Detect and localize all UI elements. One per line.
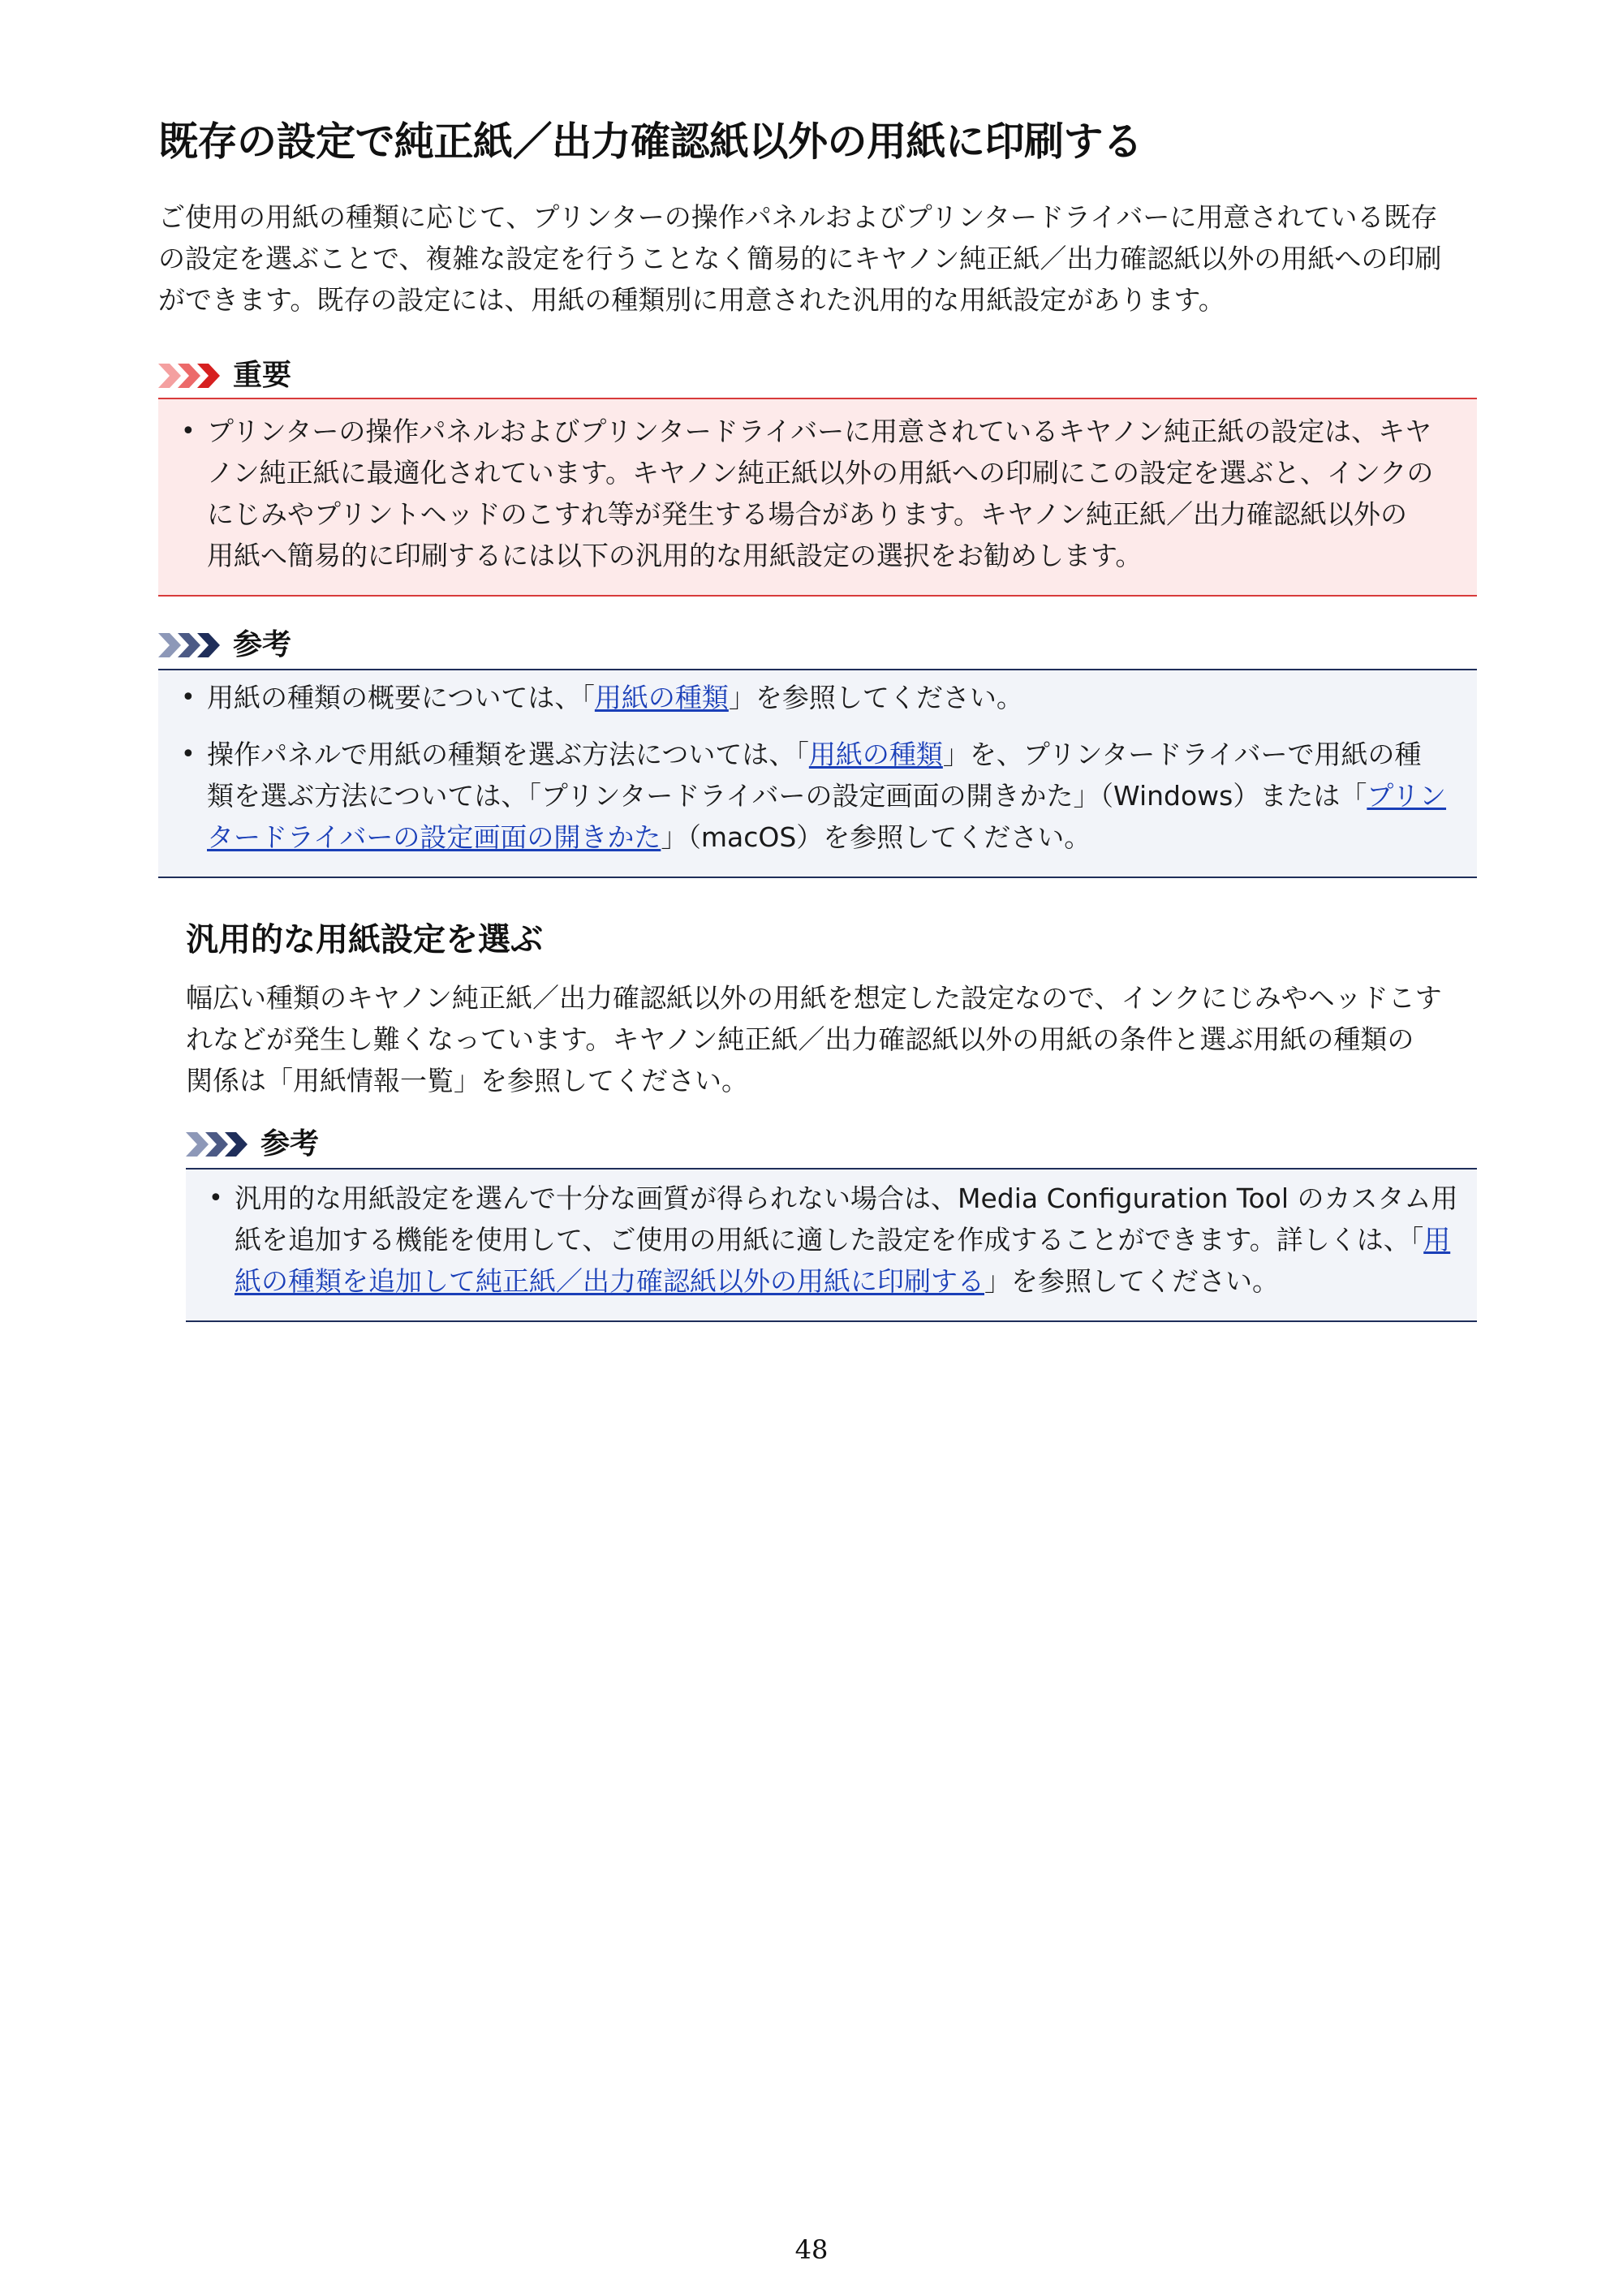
text-fragment: 」（macOS）を参照してください。	[661, 821, 1091, 853]
text-line	[207, 775, 1446, 816]
bullet-icon: •	[181, 683, 196, 712]
text-line: プリンターの操作パネルおよびプリンタードライバーに用意されているキヤノン純正紙の設定は、キヤ	[207, 416, 1432, 447]
reference-label: 参考	[233, 628, 292, 661]
reference-box	[158, 669, 1477, 878]
text-line	[207, 734, 1446, 775]
reference-text	[207, 677, 1023, 718]
paper-types-link[interactable]: 用紙の種類	[808, 739, 943, 770]
text-fragment: 類を選ぶ方法については、「プリンタードライバーの設定画面の開きかた」（Windows）または「	[207, 780, 1367, 812]
paper-types-link[interactable]: 用紙の種類	[594, 682, 729, 713]
driver-settings-macos-link[interactable]: プリン	[1367, 780, 1447, 812]
text-fragment: 」を参照してください。	[728, 682, 1023, 713]
reference-label: 参考	[260, 1127, 320, 1161]
important-label: 重要	[233, 359, 292, 392]
important-header	[158, 357, 291, 394]
section-line: れなどが発生し難くなっています。キヤノン純正紙／出力確認紙以外の用紙の条件と選ぶ用紙の種類の	[186, 1023, 1414, 1055]
reference-box	[186, 1168, 1477, 1322]
bullet-icon: •	[209, 1184, 223, 1213]
important-box	[158, 398, 1477, 597]
intro-line: の設定を選ぶことで、複雑な設定を行うことなく簡易的にキヤノン純正紙／出力確認紙以外の用紙への印刷	[158, 243, 1442, 274]
intro-line: ご使用の用紙の種類に応じて、プリンターの操作パネルおよびプリンタードライバーに用意されている既存	[158, 201, 1438, 233]
section-line: 幅広い種類のキヤノン純正紙／出力確認紙以外の用紙を想定した設定なので、インクにじみやヘッドこす	[186, 982, 1442, 1014]
text-line	[207, 816, 1446, 858]
bullet-icon: •	[181, 740, 196, 769]
triple-chevron-navy-icon	[186, 1132, 252, 1157]
text-line: 汎用的な用紙設定を選んで十分な画質が得られない場合は、Media Configuration Tool のカスタム用	[235, 1182, 1458, 1214]
reference-header	[186, 1126, 319, 1163]
text-line: 用紙へ簡易的に印刷するには以下の汎用的な用紙設定の選択をお勧めします。	[207, 540, 1143, 571]
text-line	[207, 677, 1023, 718]
text-fragment: 紙を追加する機能を使用して、ご使用の用紙に適した設定を作成することができます。詳しくは、「	[235, 1224, 1424, 1256]
text-line	[235, 1219, 1457, 1260]
driver-settings-macos-link[interactable]: タードライバーの設定画面の開きかた	[207, 821, 661, 853]
text-fragment: 」を参照してください。	[984, 1265, 1279, 1297]
page-number: 48	[794, 2234, 829, 2265]
add-paper-type-link[interactable]: 紙の種類を追加して純正紙／出力確認紙以外の用紙に印刷する	[235, 1265, 984, 1297]
intro-line: ができます。既存の設定には、用紙の種類別に用意された汎用的な用紙設定があります。	[158, 284, 1225, 316]
intro-paragraph	[158, 196, 1477, 321]
text-line: にじみやプリントヘッドのこすれ等が発生する場合があります。キヤノン純正紙／出力確認紙以外の	[207, 498, 1408, 530]
text-line	[235, 1260, 1457, 1302]
text-fragment: 操作パネルで用紙の種類を選ぶ方法については、「	[207, 739, 809, 770]
reference-header	[158, 627, 291, 664]
bullet-icon: •	[181, 417, 196, 446]
triple-chevron-red-icon	[158, 364, 225, 388]
add-paper-type-link[interactable]: 用	[1423, 1224, 1451, 1256]
text-fragment: 用紙の種類の概要については、「	[207, 682, 595, 713]
page-title: 既存の設定で純正紙／出力確認紙以外の用紙に印刷する	[158, 118, 1143, 165]
reference-text	[207, 734, 1446, 858]
reference-text	[235, 1178, 1457, 1302]
section-title: 汎用的な用紙設定を選ぶ	[186, 921, 543, 958]
text-fragment: 」を、プリンタードライバーで用紙の種	[942, 739, 1422, 770]
important-text	[207, 411, 1433, 576]
section-line: 関係は「用紙情報一覧」を参照してください。	[186, 1065, 748, 1096]
text-line: ノン純正紙に最適化されています。キヤノン純正紙以外の用紙への印刷にこの設定を選ぶと、インクの	[207, 457, 1434, 489]
section-paragraph	[186, 977, 1477, 1101]
triple-chevron-navy-icon	[158, 633, 225, 657]
